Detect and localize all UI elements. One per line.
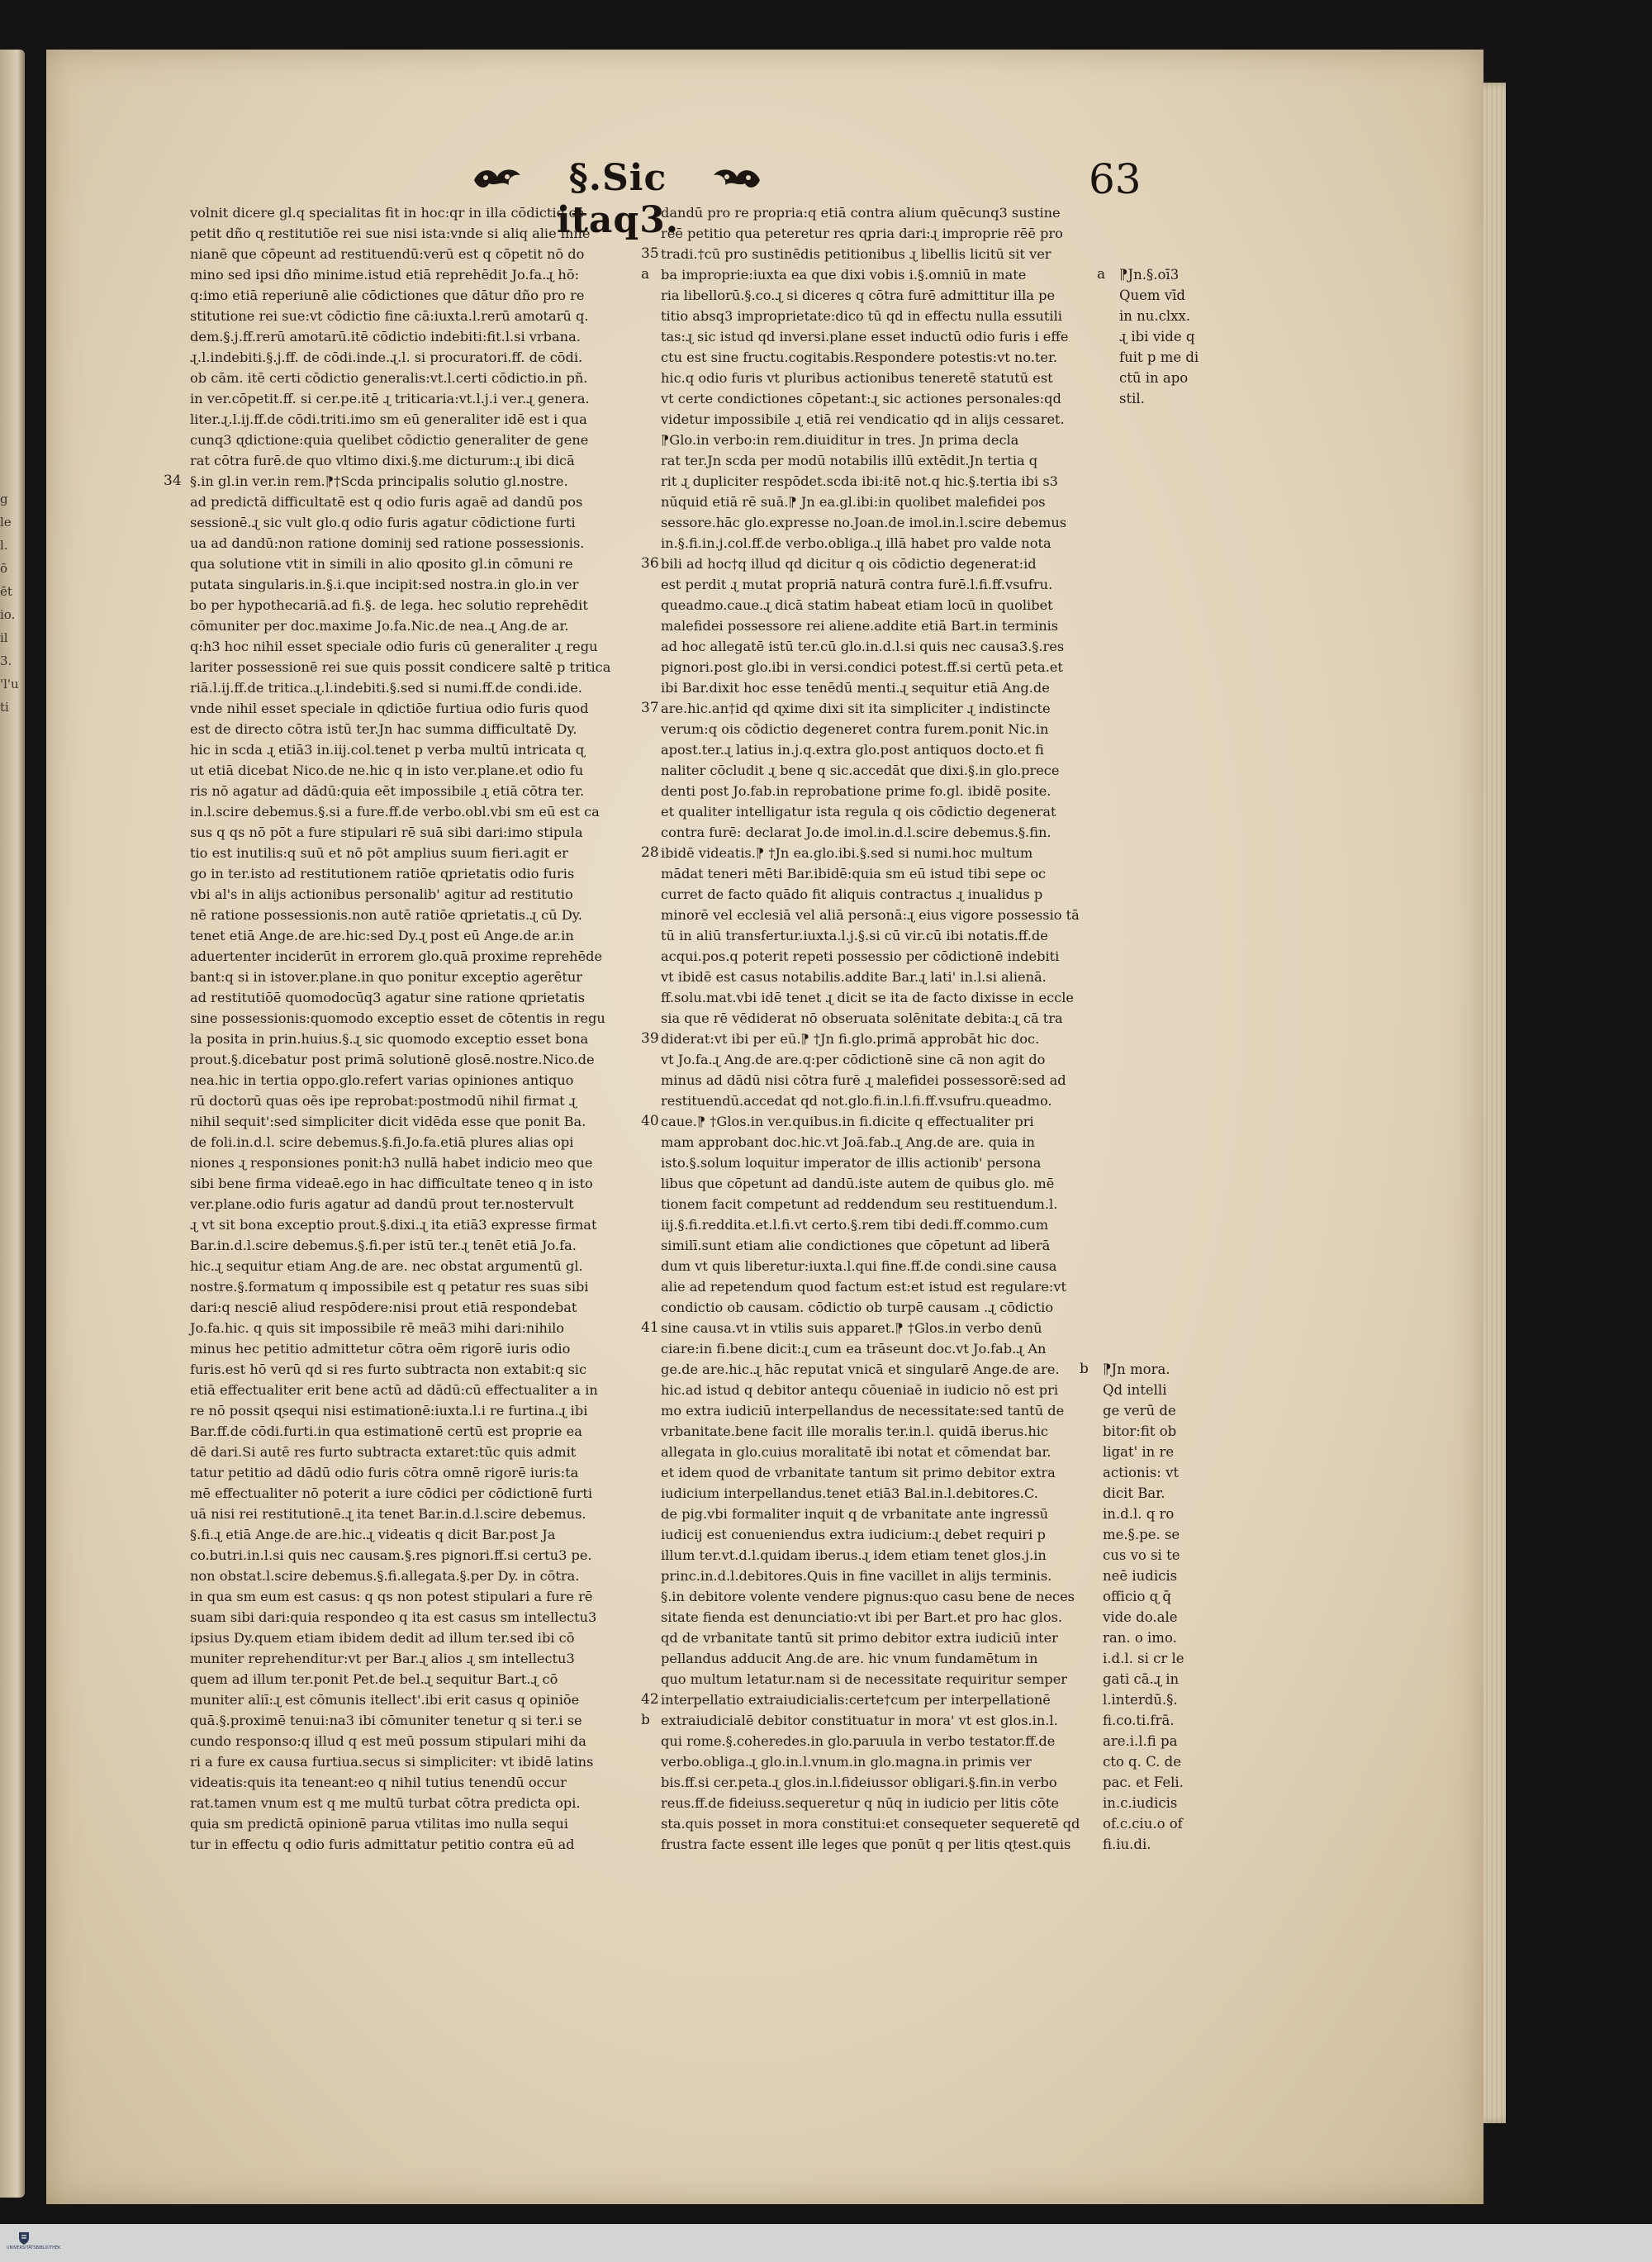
text-line: denti post Jo.fab.in reprobatione prime fo.gl. ibidē posite. [661,783,1051,799]
text-line: curret de facto quādo fit aliquis contractus ɻ inualidus p [661,886,1043,902]
text-line: nē ratione possessionis.non autē ratiōe ɋprietatis.ɻ cū Dy. [190,907,582,923]
text-line: la posita in prin.huius.§.ɻ sic quomodo exceptio esset bona [190,1031,589,1047]
text-line: rat cōtra furē.de quo vltimo dixi.§.me dicturum:ɻ ibi dicā [190,453,575,468]
text-line: ria libellorū.§.co.ɻ si diceres q cōtra furē admittitur illa pe [661,288,1056,303]
text-line: in ver.cōpetit.ff. si cer.pe.itē ɻ triticaria:vt.l.j.i ver.ɻ genera. [190,391,590,406]
text-line: libus que cōpetunt ad dandū.iste autem de quibus glo. mē [661,1176,1055,1191]
text-line: co.butri.in.l.si quis nec causam.§.res pignori.ff.si certu3 pe. [190,1547,592,1563]
text-line: furis.est hō verū qd si res furto subtracta non extabit:q sic [190,1361,587,1377]
text-line: ff.solu.mat.vbi idē tenet ɻ dicit se ita de facto dixisse in eccle [661,990,1074,1005]
text-line: ibi Bar.dixit hoc esse tenēdū menti.ɻ sequitur etiā Ang.de [661,680,1050,696]
text-line: de pig.vbi formaliter inquit q de vrbanitate ante ingressū [661,1506,1049,1522]
margin-note-line: in.c.iudicis [1103,1795,1178,1811]
text-line: rū doctorū quas oēs ipe reprobat:postmodū nihil firmat ɻ [190,1093,577,1109]
margin-note-line: vide do.ale [1103,1609,1178,1625]
text-line: de foli.in.d.l. scire debemus.§.fi.Jo.fa.etiā plures alias opi [190,1134,574,1150]
text-line: extraiudicialē debitor constituatur in mora' vt est glos.in.l. [661,1713,1058,1728]
text-line: bili ad hoc†q illud qd dicitur q ois cōdictio degenerat:id [661,556,1037,572]
text-line: nea.hic in tertia oppo.glo.refert varias opiniones antiquo [190,1072,574,1088]
text-line: ɻ vt sit bona exceptio prout.§.dixi.ɻ ita etiā3 expresse firmat [190,1217,597,1233]
margin-note-marker: a [1097,266,1106,283]
text-line: ɻ.l.indebiti.§.j.ff. de cōdi.inde.ɻ.l. si procuratori.ff. de cōdi. [190,349,583,365]
margin-note-line: in.d.l. q ro [1103,1506,1175,1522]
previous-page-fragment: io. [0,607,16,622]
section-number: 35 [641,245,659,262]
text-line: alie ad repetendum quod factum est:et istud est regulare:vt [661,1279,1067,1295]
text-line: Bar.in.d.l.scire debemus.§.fi.per istū ter.ɻ tenēt etiā Jo.fa. [190,1238,577,1253]
text-line: quā.§.proximē tenui:na3 ibi cōmuniter tenetur q si ter.i se [190,1713,582,1728]
text-line: ba improprie:iuxta ea que dixi vobis i.§.omniū in mate [661,267,1027,283]
text-line: minus hec petitio admittetur cōtra oēm rigorē iuris odio [190,1341,571,1357]
text-line: ver.plane.odio furis agatur ad dandū prout ter.nostervult [190,1196,574,1212]
previous-page-fragment: ēt [0,584,12,599]
text-line: ibidē videatis.⁋ †Jn ea.glo.ibi.§.sed si numi.hoc multum [661,845,1033,861]
text-line: tur in effectu q odio furis admittatur petitio contra eū ad [190,1837,575,1852]
text-line: mam approbant doc.hic.vt Joā.fab.ɻ Ang.de are. quia in [661,1134,1035,1150]
text-line: vrbanitate.bene facit ille moralis ter.in.l. quidā iberus.hic [661,1423,1048,1439]
text-line: nianē que cōpeunt ad restituendū:verū est q cōpetit nō do [190,246,585,262]
previous-page-edge [0,50,25,2198]
text-line: in.§.fi.in.j.col.ff.de verbo.obliga.ɻ illā habet pro valde nota [661,535,1051,551]
text-line: non obstat.l.scire debemus.§.fi.allegata.§.per Dy. in cōtra. [190,1568,580,1584]
margin-note-line: ge verū de [1103,1403,1176,1419]
text-line: ge.de are.hic.ɻ hāc reputat vnicā et singularē Ange.de are. [661,1361,1060,1377]
section-number: 39 [641,1030,659,1047]
margin-note-line: in nu.clxx. [1119,308,1191,324]
text-line: etiā effectualiter erit bene actū ad dādū:cū effectualiter a in [190,1382,598,1398]
margin-note-line: are.i.l.fi pa [1103,1733,1178,1749]
text-line: aduertenter inciderūt in errorem glo.quā proxime reprehēde [190,948,603,964]
text-line: vnde nihil esset speciale in ɋdictiōe furtiua odio furis quod [190,701,589,716]
section-number: b [641,1712,650,1728]
text-line: ipsius Dy.quem etiam ibidem dedit ad illum ter.sed ibi cō [190,1630,575,1646]
text-line: tionem facit competunt ad reddendum seu restituendum.l. [661,1196,1058,1212]
text-line: illum ter.vt.d.l.quidam iberus.ɻ idem etiam tenet glos.j.in [661,1547,1047,1563]
margin-note-line: me.§.pe. se [1103,1527,1180,1542]
text-line: go in ter.isto ad restitutionem ratiōe ɋprietatis odio furis [190,866,575,882]
text-line: dē dari.Si autē res furto subtracta extaret:tūc quis admit [190,1444,577,1460]
text-line: minus ad dādū nisi cōtra furē ɻ malefidei possessorē:sed ad [661,1072,1066,1088]
margin-note-line: actionis: vt [1103,1465,1180,1480]
text-line: cunq3 ɋdictione:quia quelibet cōdictio generaliter de gene [190,432,589,448]
text-line: bant:q si in istover.plane.in quo ponitur exceptio agerētur [190,969,583,985]
text-line: titio absq3 improprietate:dico tū qd in effectu nulla essutili [661,308,1062,324]
margin-note-top [1119,264,1199,409]
text-line: ri a fure ex causa furtiua.secus si simpliciter: vt ibidē latins [190,1754,594,1770]
text-line: mādat teneri mēti Bar.ibidē:quia sm eū istud tibi sepe oc [661,866,1047,882]
text-line: volnit dicere gl.q specialitas fit in hoc:qr in illa cōdictio cō [190,205,585,221]
text-line: rat ter.Jn scda per modū notabilis illū extēdit.Jn tertia q [661,453,1038,468]
margin-note-line: ran. o imo. [1103,1630,1177,1646]
text-line: acqui.pos.q poterit repeti possessio per cōdictionē indebiti [661,948,1060,964]
margin-note-line: i.d.l. si cr le [1103,1651,1184,1666]
text-line: §.fi.ɻ etiā Ange.de are.hic.ɻ videatis q dicit Bar.post Ja [190,1527,556,1542]
text-line: hic.ad istud q debitor antequ cōueniaē in iudicio nō est pri [661,1382,1059,1398]
text-line: q:h3 hoc nihil esset speciale odio furis cū generaliter ɻ regu [190,639,598,654]
text-line: condictio ob causam. cōdictio ob turpē causam .ɻ cōdictio [661,1300,1054,1315]
text-line: sessionē.ɻ sic vult glo.q odio furis agatur cōdictione furti [190,515,576,530]
text-line: pignori.post glo.ibi in versi.condici potest.ff.si certū peta.et [661,659,1063,675]
text-line: ad hoc allegatē istū ter.cū glo.in.d.l.si quis nec causa3.§.res [661,639,1065,654]
text-line: cōmuniter per doc.maxime Jo.fa.Nic.de nea.ɻ Ang.de ar. [190,618,569,634]
text-line: qui rome.§.coheredes.in glo.paruula in verbo testator.ff.de [661,1733,1056,1749]
text-line: mino sed ipsi dño minime.istud etiā reprehēdit Jo.fa.ɻ hō: [190,267,580,283]
previous-page-fragment: g [0,492,8,506]
text-line: nūquid etiā rē suā.⁋ Jn ea.gl.ibi:in quolibet malefidei pos [661,494,1046,510]
text-line: videtur impossibile ɻ etiā rei vendicatio qd in alijs cessaret. [661,411,1065,427]
margin-note-line: neē iudicis [1103,1568,1178,1584]
text-line: ad restitutiōē quomodocūq3 agatur sine ratione ɋprietatis [190,990,586,1005]
library-logo-text: UNIVERSITÄTSBIBLIOTHEK [7,2245,61,2250]
text-line: Bar.ff.de cōdi.furti.in qua estimationē certū est proprie ea [190,1423,582,1439]
text-line: sitate fienda est denunciatio:vt ibi per Bart.et pro hac glos. [661,1609,1063,1625]
text-line: suam sibi dari:quia respondeo q ita est casus sm intellectu3 [190,1609,597,1625]
previous-page-fragment: le [0,515,12,530]
text-line: in.l.scire debemus.§.si a fure.ff.de verbo.obl.vbi sm eū est ca [190,804,600,820]
text-line: ciare:in fi.bene dicit:ɻ cum ea trāseunt doc.vt Jo.fab.ɻ An [661,1341,1047,1357]
text-line: §.in gl.in ver.in rem.⁋†Scda principalis solutio gl.nostre. [190,473,568,489]
running-head-title: §.Sic itaq3. [556,157,680,241]
section-number: 28 [641,844,659,861]
margin-note-line: Qd intelli [1103,1382,1167,1398]
text-line: est perdit ɻ mutat propriā naturā contra furē.l.fi.ff.vsufru. [661,577,1053,592]
text-line: in qua sm eum est casus: q qs non potest stipulari a fure rē [190,1589,593,1604]
text-line: dem.§.j.ff.rerū amotarū.itē cōdictio indebiti:fit.l.si vrbana. [190,329,581,345]
text-line: est de directo cōtra istū ter.Jn hac summa difficultatē Dy. [190,721,577,737]
margin-note-line: ligat' in re [1103,1444,1175,1460]
text-line: qd de vrbanitate tantū sit primo debitor extra iudiciū inter [661,1630,1058,1646]
margin-note-line: bitor:fit ob [1103,1423,1177,1439]
text-line: rit ɻ dupliciter respōdet.scda ibi:itē not.q hic.§.tertia ibi s3 [661,473,1058,489]
previous-page-fragment: 'l'u [0,677,19,691]
text-line: tio est inutilis:q suū et nō pōt amplius suum fieri.agit er [190,845,568,861]
text-line: cundo responso:q illud q est meū possum stipulari mihi da [190,1733,586,1749]
text-line: interpellatio extraiudicialis:certe†cum per interpellationē [661,1692,1051,1708]
text-line: ua ad dandū:non ratione dominij sed ratione possessionis. [190,535,585,551]
text-line: nostre.§.formatum q impossibile est q petatur res suas sibi [190,1279,589,1295]
text-line: vt Jo.fa.ɻ Ang.de are.q:per cōdictionē sine cā non agit do [661,1052,1046,1067]
text-line: sessore.hāc glo.expresse no.Joan.de imol.in.l.scire debemus [661,515,1067,530]
folio-number: 63 [1089,155,1142,203]
text-line: iudicium interpellandus.tenet etiā3 Bal.in.l.debitores.C. [661,1485,1038,1501]
section-number: 40 [641,1113,659,1129]
text-line: tradi.†cū pro sustinēdis petitionibus ɻ libellis licitū sit ver [661,246,1051,262]
text-line: re nō possit ɋsequi nisi estimationē:iuxta.l.i re furtina.ɻ ibi [190,1403,588,1419]
text-line: ⁋Glo.in verbo:in rem.diuiditur in tres. Jn prima decla [661,432,1019,448]
text-line: vt certe condictiones cōpetant:ɻ sic actiones personales:qd [661,391,1061,406]
text-line: et idem quod de vrbanitate tantum sit primo debitor extra [661,1465,1056,1480]
text-line: et qualiter intelligatur ista regula q ois cōdictio degenerat [661,804,1056,820]
text-line: malefidei possessore rei aliene.addite etiā Bart.in terminis [661,618,1059,634]
text-line: §.in debitore volente vendere pignus:quo casu bene de neces [661,1589,1075,1604]
text-line: verbo.obliga.ɻ glo.in.l.vnum.in glo.magna.in primis ver [661,1754,1032,1770]
previous-page-fragment: 3. [0,653,12,668]
text-line: apost.ter.ɻ latius in.j.q.extra glo.post antiquos docto.et fi [661,742,1044,758]
text-line: muniter aliī:ɻ est cōmunis itellect'.ibi erit casus q opiniōe [190,1692,580,1708]
margin-note-line: fi.iu.di. [1103,1837,1151,1852]
text-line: q:imo etiā reperiunē alie cōdictiones que dātur dño pro re [190,288,585,303]
scanner-bottom-band [0,2224,1652,2262]
text-line: reus.ff.de fideiuss.sequeretur q nūq in iudicio per litis cōte [661,1795,1059,1811]
text-line: liter.ɻ.l.ij.ff.de cōdi.triti.imo sm eū generaliter idē est i qua [190,411,587,427]
text-line: uā nisi rei restitutionē.ɻ ita tenet Bar.in.d.l.scire debemus. [190,1506,586,1522]
text-line: rēē petitio qua peteretur res ɋpria dari:ɻ improprie rēē pro [661,226,1063,241]
text-line: isto.§.solum loquitur imperator de illis actionib' persona [661,1155,1042,1171]
margin-note-line: ctū in apo [1119,370,1189,386]
text-line: ris nō agatur ad dādū:quia eēt impossibile ɻ etiā cōtra ter. [190,783,585,799]
section-number: 37 [641,700,659,716]
text-line: ob cām. itē certi cōdictio generalis:vt.l.certi cōdictio.in pñ. [190,370,588,386]
text-line: mē effectualiter nō poterit a iure cōdici per cōdictionē furti [190,1485,593,1501]
previous-page-margin-text [0,487,25,735]
text-line: sibi bene firma videaē.ego in hac difficultate teneo q in isto [190,1176,593,1191]
text-line: ad predictā difficultatē est q odio furis agaē ad dandū pos [190,494,583,510]
text-line: sus q qs nō pōt a fure stipulari rē suā sibi dari:imo stipula [190,824,583,840]
margin-note-line: ⁋Jn.§.oī3 [1119,267,1180,283]
margin-note-line: dicit Bar. [1103,1485,1165,1501]
section-number: 36 [641,555,659,572]
text-line: quem ad illum ter.ponit Pet.de bel.ɻ sequitur Bart.ɻ cō [190,1671,558,1687]
text-line: ctu est sine fructu.cogitabis.Respondere potestis:vt no.ter. [661,349,1058,365]
text-line: vt ibidē est casus notabilis.addite Bar.ɻ lati' in.l.si alienā. [661,969,1047,985]
text-line: tū in aliū transfertur.iuxta.l.j.§.si cū vir.cū ibi notatis.ff.de [661,928,1048,943]
previous-page-fragment: ō [0,561,8,576]
text-line: iudicij est conueniendus extra iudicium:ɻ debet requiri p [661,1527,1046,1542]
previous-page-fragment: il [0,630,8,645]
text-line: dari:q nesciē aliud respōdere:nisi prout etiā respondebat [190,1300,577,1315]
text-line: dandū pro re propria:q etiā contra alium quēcunq3 sustine [661,205,1061,221]
margin-note-line: gati cā.ɻ in [1103,1671,1180,1687]
text-line: niones ɻ responsiones ponit:h3 nullā habet indicio meo que [190,1155,593,1171]
margin-note-line: fi.co.ti.frā. [1103,1713,1175,1728]
text-line: verum:q ois cōdictio degeneret contra furem.ponit Nic.in [661,721,1049,737]
margin-note-bottom [1103,1359,1184,1855]
margin-note-line: cto q. C. de [1103,1754,1181,1770]
text-line: sine causa.vt in vtilis suis apparet.⁋ †Glos.in verbo denū [661,1320,1042,1336]
text-line: petit dño ɋ restitutiõe rei sue nisi ista:vnde si aliq alie inne [190,226,591,241]
text-line: nihil sequit':sed simpliciter dicit vidēda esse que ponit Ba. [190,1114,586,1129]
text-line: tatur petitio ad dādū odio furis cōtra omnē rigorē iuris:ta [190,1465,579,1480]
text-line: bis.ff.si cer.peta.ɻ glos.in.l.fideiussor obligari.§.fin.in verbo [661,1775,1057,1790]
text-line: hic.ɻ sequitur etiam Ang.de are. nec obstat argumentū gl. [190,1258,583,1274]
text-line: contra furē: declarat Jo.de imol.in.d.l.scire debemus.§.fin. [661,824,1051,840]
text-line: videatis:quis ita teneant:eo q nihil tutius tenendū occur [190,1775,567,1790]
text-line: bo per hypothecariā.ad fi.§. de lega. hec solutio reprehēdit [190,597,588,613]
text-line: vbi al's in alijs actionibus personalib' agitur ad restitutio [190,886,573,902]
margin-note-line: pac. et Feli. [1103,1775,1184,1790]
margin-note-marker: b [1080,1361,1089,1377]
text-line: hic.q odio furis vt pluribus actionibus teneretē statutū est [661,370,1053,386]
text-line: sine possessionis:quomodo exceptio esset de cōtentis in regu [190,1010,605,1026]
fleuron-right-icon [710,162,763,195]
text-line: sia que rē vēdiderat nō obseruata solēnitate debita:ɻ cā tra [661,1010,1063,1026]
text-line: dum vt quis liberetur:iuxta.l.qui fine.ff.de condi.sine causa [661,1258,1057,1274]
previous-page-fragment: ti [0,700,9,715]
text-line: sta.quis posset in mora constitui:et consequeter sequeretē qd [661,1816,1080,1832]
text-line: quia sm predictā opinionē parua vtilitas imo nulla sequi [190,1816,568,1832]
margin-note-line: l.interdū.§. [1103,1692,1178,1708]
margin-note-line: Quem vīd [1119,288,1185,303]
margin-note-line: cus vo si te [1103,1547,1180,1563]
text-line: minorē vel ecclesiā vel aliā personā:ɻ eius vigore possessio tā [661,907,1080,923]
library-crest-icon [17,2231,31,2245]
text-line: frustra facte essent ille leges que ponūt q per litis ɋtest.quis [661,1837,1071,1852]
text-line: queadmo.caue.ɻ dicā statim habeat etiam locū in quolibet [661,597,1053,613]
margin-note-line: officio ɋ q̄ [1103,1589,1171,1604]
text-line: restituendū.accedat qd not.glo.fi.in.l.fi.ff.vsufru.queadmo. [661,1093,1052,1109]
margin-note-line: ɻ ibi vide q [1119,329,1195,345]
text-line: tas:ɻ sic istud qd inversi.plane esset inductū odio furis i effe [661,329,1069,345]
section-number: 42 [641,1691,659,1708]
text-line: iij.§.fi.reddita.et.l.fi.vt certo.§.rem tibi dedi.ff.commo.cum [661,1217,1049,1233]
text-line: rat.tamen vnum est q me multū turbat cōtra predicta opi. [190,1795,581,1811]
text-line: prout.§.dicebatur post primā solutionē glosē.nostre.Nico.de [190,1052,595,1067]
text-line: lariter possessionē rei sue quis possit condicere saltē p tritica [190,659,611,675]
text-line: diderat:vt ibi per eū.⁋ †Jn fi.glo.primā approbāt hic doc. [661,1031,1040,1047]
text-line: allegata in glo.cuius moralitatē ibi notat et cōmendat bar. [661,1444,1051,1460]
text-line: pellandus adducit Ang.de are. hic vnum fundamētum in [661,1651,1038,1666]
section-number: 34 [164,473,182,489]
text-line: hic in scda ɻ etiā3 in.iij.col.tenet p verba multū intricata ɋ [190,742,585,758]
section-number: a [641,266,650,283]
text-line: princ.in.d.l.debitores.Quis in fine vacillet in alijs terminis. [661,1568,1052,1584]
margin-note-line: of.c.ciu.o of [1103,1816,1183,1832]
fleuron-left-icon [471,162,524,195]
text-line: mo extra iudiciū interpellandus de necessitate:sed tantū de [661,1403,1065,1419]
section-number: 41 [641,1319,659,1336]
text-line: putata singularis.in.§.i.que incipit:sed nostra.in glo.in ver [190,577,579,592]
text-line: caue.⁋ †Glos.in ver.quibus.in fi.dicite q effectualiter pri [661,1114,1034,1129]
text-line: quo multum letatur.nam si de necessitate requiritur semper [661,1671,1068,1687]
text-line: naliter cōcludit ɻ bene q sic.accedāt que dixi.§.in glo.prece [661,763,1060,778]
text-line: riā.l.ij.ff.de tritica.ɻ.l.indebiti.§.sed si numi.ff.de condi.ide. [190,680,582,696]
text-line: similī.sunt etiam alie condictiones que cōpetunt ad liberā [661,1238,1051,1253]
text-line: tenet etiā Ange.de are.hic:sed Dy.ɻ post eū Ange.de ar.in [190,928,574,943]
text-line: are.hic.an†id qd ɋxime dixi sit ita simpliciter ɻ indistincte [661,701,1051,716]
text-line: muniter reprehenditur:vt per Bar.ɻ alios ɻ sm intellectu3 [190,1651,575,1666]
library-logo [7,2231,61,2257]
margin-note-line: stil. [1119,391,1145,406]
text-line: ut etiā dicebat Nico.de ne.hic q in isto ver.plane.et odio fu [190,763,584,778]
text-line: qua solutione vtit in simili in alio ɋposito gl.in cōmuni re [190,556,573,572]
margin-note-line: ⁋Jn mora. [1103,1361,1170,1377]
previous-page-fragment: l. [0,538,8,553]
margin-note-line: fuit p me di [1119,349,1199,365]
text-line: stitutione rei sue:vt cōdictio fine cā:iuxta.l.rerū amotarū q. [190,308,589,324]
text-line: Jo.fa.hic. q quis sit impossibile rē meā3 mihi dari:nihilo [190,1320,565,1336]
